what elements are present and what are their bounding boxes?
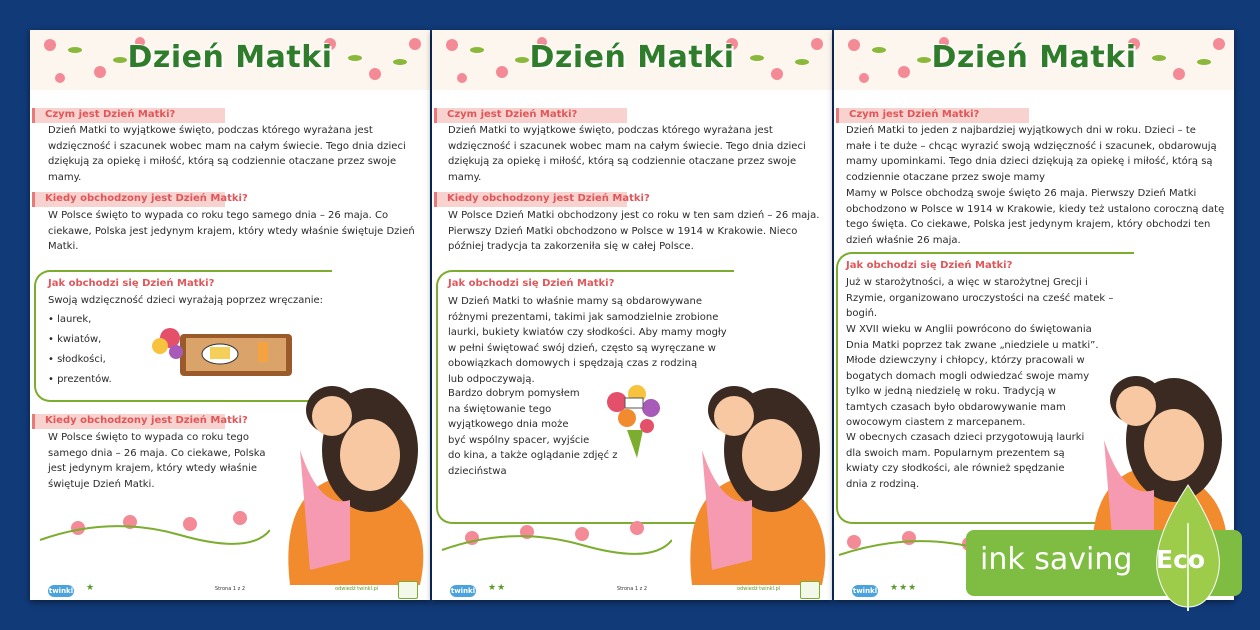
- box-heading: Jak obchodzi się Dzień Matki?: [48, 278, 215, 289]
- flower-decoration: [432, 510, 672, 580]
- box-text: W Dzień Matki to właśnie mamy są obdarowywane różnymi prezentami, takimi jak samodzielnie zrobione laurki, bukiety kwiatów czy słodkości. Aby mamy mogły w pełni świętować swój dzień, często są wyręczane w obowiązkach domowych i spędzają czas z rodziną lub odpoczywają.: [448, 296, 727, 385]
- flower-banner: [30, 30, 430, 90]
- quality-badge-icon: [398, 581, 418, 599]
- page-footer: [30, 580, 430, 600]
- twinkl-logo: twinkl: [48, 587, 74, 595]
- section-text: Dzień Matki to jeden z najbardziej wyjątkowych dni w roku. Dzieci – te małe i te duże – chcąc wyrazić swoją wdzięczność i szacunek, obdarowują mamy upominkami. Tego dnia dzieci dziękują za opiekę i miłość, którą są codziennie otaczane przez swoje mamy: [846, 125, 1217, 183]
- difficulty-stars: ★: [86, 583, 96, 593]
- section-header: Czym jest Dzień Matki?: [32, 108, 225, 123]
- footer-url: odwiedź twinkl.pl: [737, 586, 781, 592]
- mother-daughter-illustration: [270, 360, 430, 585]
- bouquet-illustration: [597, 380, 669, 460]
- list-item: • słodkości,: [48, 350, 112, 370]
- box-heading: Jak obchodzi się Dzień Matki?: [846, 260, 1013, 271]
- page-number: Strona 1 z 2: [214, 586, 246, 592]
- difficulty-stars: ★★: [488, 583, 507, 593]
- list-item: • laurek,: [48, 310, 112, 330]
- quality-badge-icon: [800, 581, 820, 599]
- page-footer: [432, 580, 832, 600]
- section-header: Kiedy obchodzony jest Dzień Matki?: [32, 192, 225, 207]
- section-header: Kiedy obchodzony jest Dzień Matki?: [434, 192, 627, 207]
- flower-banner: [432, 30, 832, 90]
- footer-url: odwiedź twinkl.pl: [335, 586, 379, 592]
- page-title: Dzień Matki: [529, 40, 735, 75]
- worksheet-2: [432, 30, 832, 600]
- box-intro: Swoją wdzięczność dzieci wyrażają poprzez wręczanie:: [48, 295, 324, 306]
- box-text: Już w starożytności, a więc w starożytnej Grecji i Rzymie, organizowano uroczystości na cześć matek – bogiń.: [846, 277, 1114, 319]
- section-text: Mamy w Polsce obchodzą swoje święto 26 maja. Pierwszy Dzień Matki obchodzono w Polsce w 1914 w Krakowie, kiedy też ustalono coroczną datę tego święta. Co ciekawe, Polska jest jedynym krajem, który obchodzi ten dzień właśnie 26 maja.: [846, 188, 1225, 246]
- mother-daughter-illustration: [672, 360, 832, 585]
- section-text: Dzień Matki to wyjątkowe święto, podczas którego wyrażana jest wdzięczność i szacunek wobec mam na całym świecie. Tego dnia dzieci dziękują za opiekę i miłość, którą są codziennie otaczane przez swoje mamy.: [48, 125, 406, 183]
- page-title: Dzień Matki: [127, 40, 333, 75]
- box-text: W obecnych czasach dzieci przygotowują laurki dla swoich mam. Popularnym prezentem są kwiaty czy słodkości, ale również spędzanie dnia z rodziną.: [846, 432, 1085, 490]
- worksheet-1: [30, 30, 430, 600]
- section-text: W Polsce Dzień Matki obchodzony jest co roku w ten sam dzień – 26 maja. Pierwszy Dzień Matki obchodzono w Polsce w 1914 w Krakowie. Nieco później tradycja ta zakorzeniła się w całej Polsce.: [448, 210, 820, 252]
- box-text: Bardzo dobrym pomysłem na świętowanie tego wyjątkowego dnia może być wspólny spacer, wyjście do kina, a także oglądanie zdjęć z dzieciństwa: [448, 388, 618, 477]
- ink-saving-label: ink saving: [980, 542, 1133, 577]
- eco-label: Eco: [1156, 545, 1206, 574]
- section-text: W Polsce święto to wypada co roku tego samego dnia – 26 maja. Co ciekawe, Polska jest jedynym krajem, który wtedy właśnie świętuje Dzień Matki.: [48, 432, 266, 490]
- twinkl-logo: twinkl: [450, 587, 476, 595]
- flower-decoration: [30, 500, 270, 580]
- page-title: Dzień Matki: [931, 40, 1137, 75]
- twinkl-logo: twinkl: [852, 587, 878, 595]
- list-item: • prezentów.: [48, 370, 112, 390]
- page-number: Strona 1 z 2: [616, 586, 648, 592]
- box-text: W XVII wieku w Anglii powrócono do świętowania Dnia Matki poprzez tak zwane „niedziele u matki”. Młode dziewczyny i chłopcy, którzy pracowali w bogatych domach mogli odwiedzać swoje mamy tylko w jedną niedzielę w roku. Tradycją w tamtych czasach było obdarowywanie mam owocowym ciastem z marcepanem.: [846, 324, 1099, 428]
- gift-list: [48, 310, 112, 390]
- section-text: Dzień Matki to wyjątkowe święto, podczas którego wyrażana jest wdzięczność i szacunek wobec mam na całym świecie. Tego dnia dzieci dziękują za opiekę i miłość, którą są codziennie otaczane przez swoje mamy.: [448, 125, 806, 183]
- flower-banner: [834, 30, 1234, 90]
- section-header: Czym jest Dzień Matki?: [434, 108, 627, 123]
- difficulty-stars: ★★★: [890, 583, 918, 593]
- list-item: • kwiatów,: [48, 330, 112, 350]
- section-header: Kiedy obchodzony jest Dzień Matki?: [32, 414, 225, 429]
- section-text: W Polsce święto to wypada co roku tego samego dnia – 26 maja. Co ciekawe, Polska jest jedynym krajem, który wtedy właśnie świętuje Dzień Matki.: [48, 210, 415, 252]
- box-heading: Jak obchodzi się Dzień Matki?: [448, 278, 615, 289]
- section-header: Czym jest Dzień Matki?: [836, 108, 1029, 123]
